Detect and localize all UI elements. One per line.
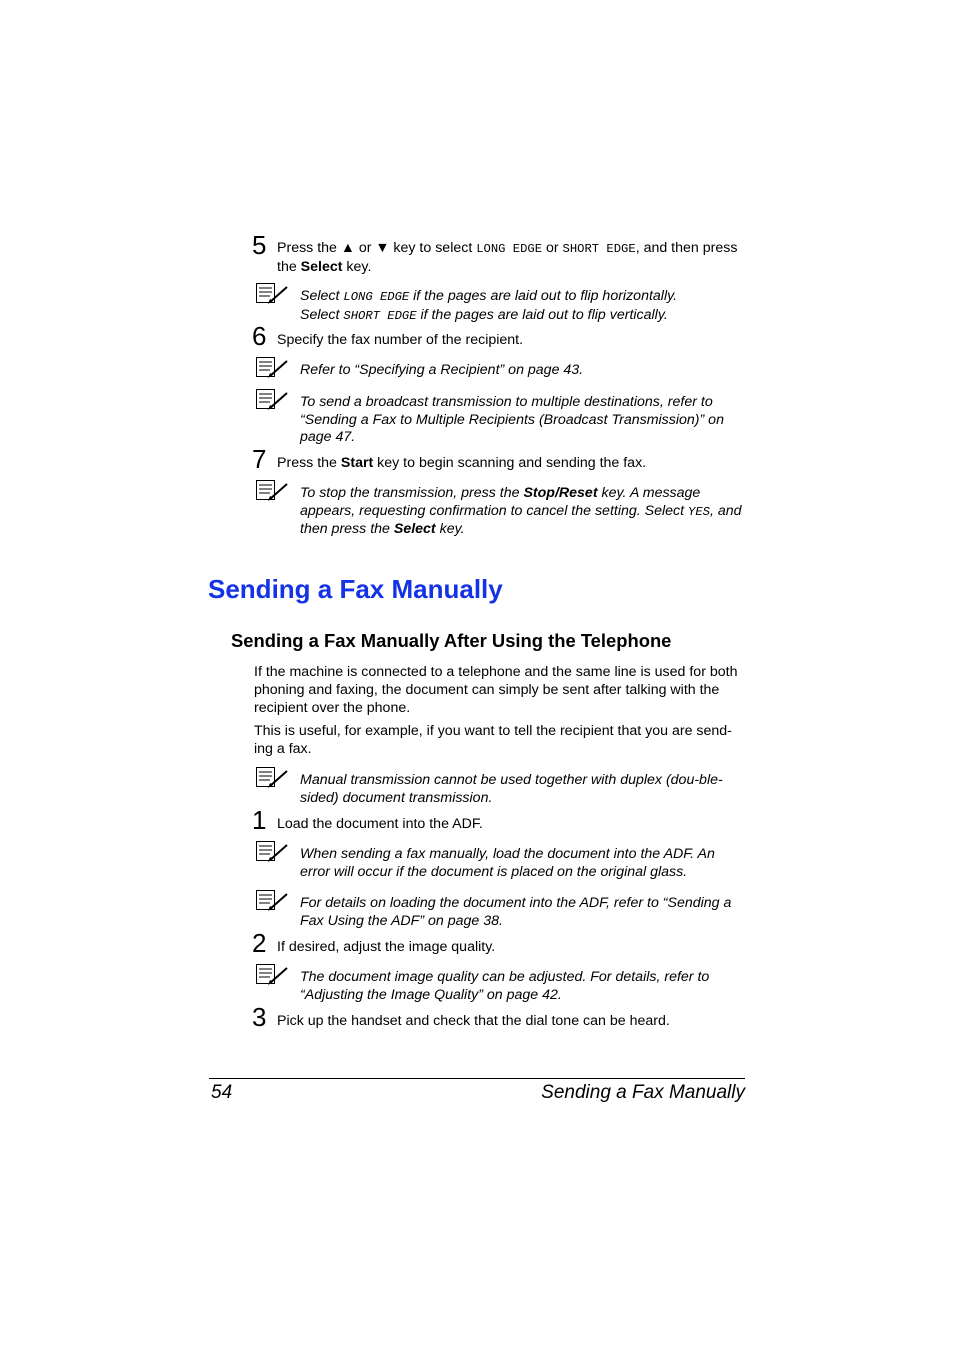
- step-number: 7: [252, 444, 267, 474]
- note-pencil-icon: [254, 963, 290, 987]
- subsection-title: Sending a Fax Manually After Using the Telephone: [231, 630, 672, 651]
- step-number: 1: [252, 805, 267, 835]
- down-arrow-icon: ▼: [375, 240, 390, 256]
- footer-title: Sending a Fax Manually: [541, 1082, 745, 1103]
- step-number: 6: [252, 321, 267, 351]
- note-text: Select LONG EDGE if the pages are laid out to flip horizontally. Select SHORT EDGE if the pages are laid out to flip vertically.: [300, 288, 678, 323]
- up-arrow-icon: ▲: [340, 240, 355, 256]
- note-pencil-icon: [254, 388, 290, 412]
- step-text: Press the Start key to begin scanning and sending the fax.: [277, 455, 647, 471]
- note-text: When sending a fax manually, load the document into the ADF. An error will occur if the document is placed on the original glass.: [300, 846, 715, 880]
- note-text: Manual transmission cannot be used together with duplex (dou-ble-sided) document transmission.: [300, 772, 723, 806]
- note-pencil-icon: [254, 766, 290, 790]
- step-text: Specify the fax number of the recipient.: [277, 332, 524, 348]
- note-pencil-icon: [254, 282, 290, 306]
- note-text: The document image quality can be adjusted. For details, refer to “Adjusting the Image Quality” on page 42.: [300, 969, 710, 1003]
- step-text: Load the document into the ADF.: [277, 816, 483, 832]
- section-title: Sending a Fax Manually: [208, 574, 503, 604]
- body-paragraph: If the machine is connected to a telephone and the same line is used for both phoning and faxing, the document can simply be sent after talking with the recipient over the phone.: [254, 664, 738, 716]
- step-number: 5: [252, 230, 267, 260]
- footer-rule: [209, 1078, 745, 1079]
- note-pencil-icon: [254, 889, 290, 913]
- note-pencil-icon: [254, 479, 290, 503]
- step-text: Pick up the handset and check that the dial tone can be heard.: [277, 1013, 670, 1029]
- step-number: 2: [252, 928, 267, 958]
- step-text: Press the ▲ or ▼ key to select LONG EDGE or SHORT EDGE, and then press the Select key.: [277, 240, 738, 275]
- note-text: To stop the transmission, press the Stop/Reset key. A message appears, requesting confirmation to cancel the setting. Select YES, and then press the Select key.: [300, 485, 742, 538]
- note-text: To send a broadcast transmission to multiple destinations, refer to “Sending a Fax to Multiple Recipients (Broadcast Transmission)” on page 47.: [300, 394, 724, 446]
- page-number: 54: [211, 1082, 233, 1103]
- body-paragraph: This is useful, for example, if you want to tell the recipient that you are send-ing a fax.: [254, 723, 732, 757]
- step-number: 3: [252, 1002, 267, 1032]
- note-text: Refer to “Specifying a Recipient” on page 43.: [300, 362, 584, 378]
- step-text: If desired, adjust the image quality.: [277, 939, 496, 955]
- note-text: For details on loading the document into the ADF, refer to “Sending a Fax Using the ADF” on page 38.: [300, 895, 732, 929]
- note-pencil-icon: [254, 356, 290, 380]
- note-pencil-icon: [254, 840, 290, 864]
